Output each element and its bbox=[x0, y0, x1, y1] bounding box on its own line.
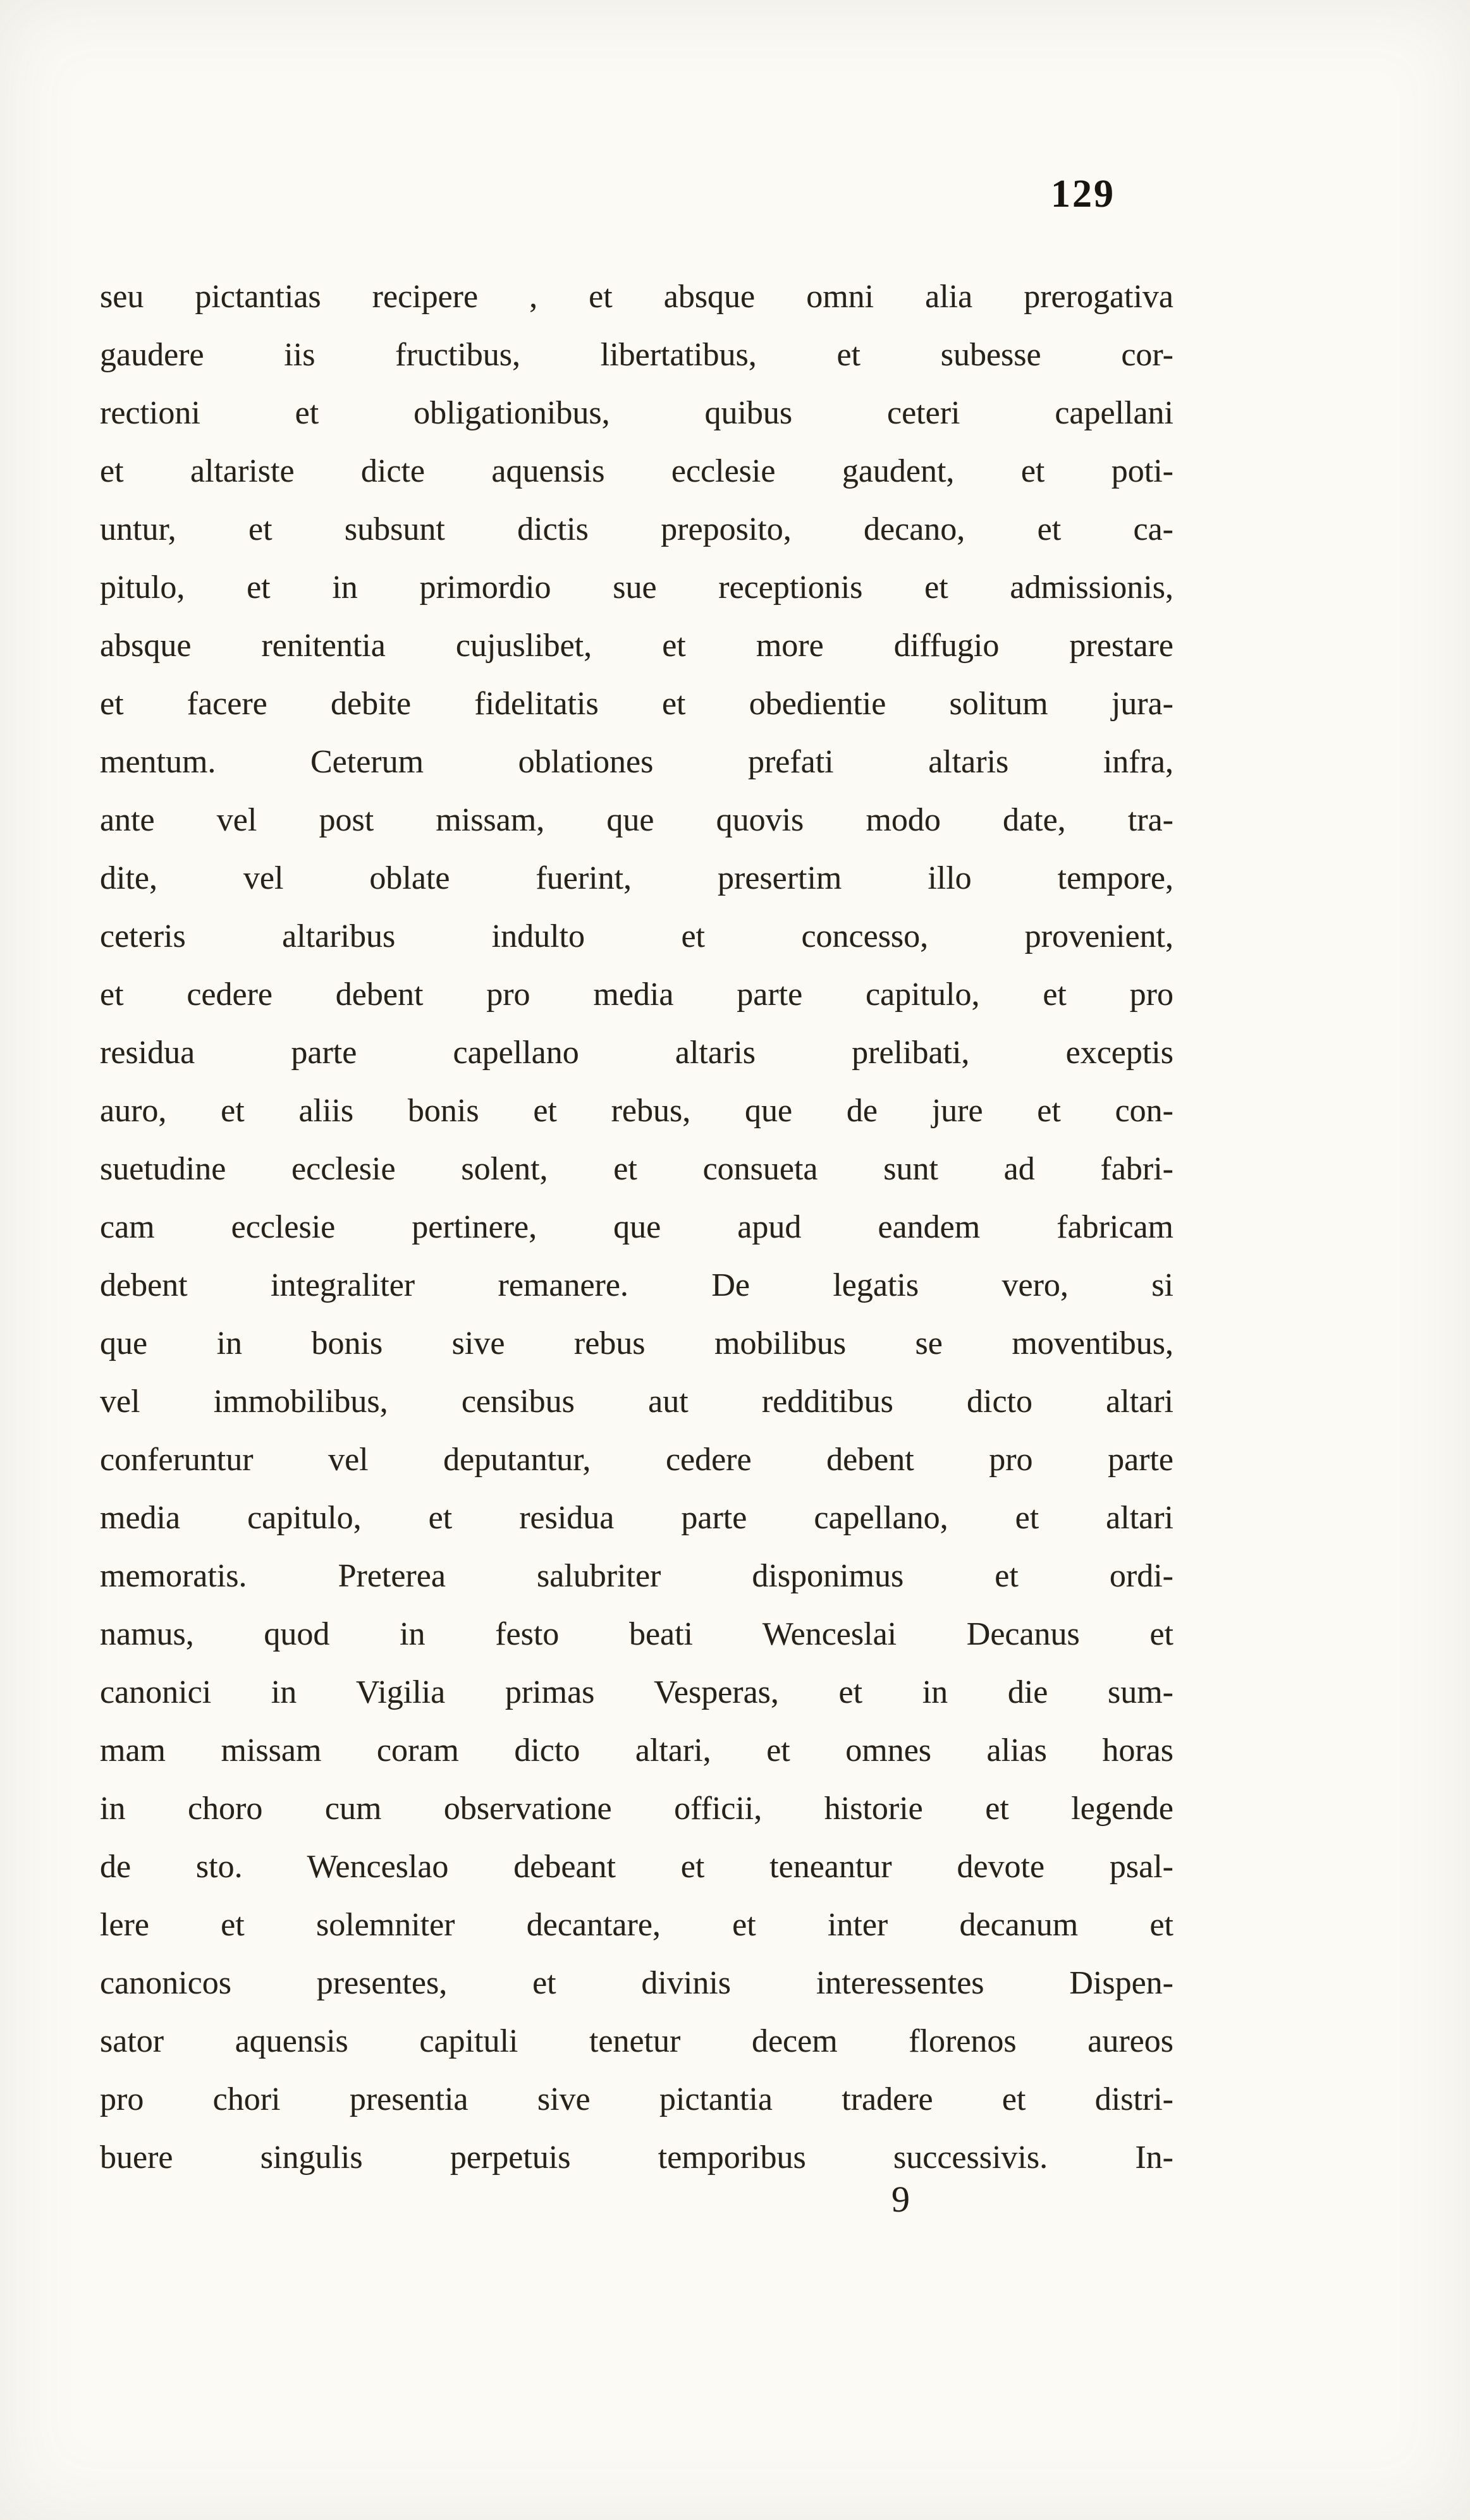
text-line: absque renitentia cujuslibet, et more diffugio prestare bbox=[100, 628, 1173, 664]
text-line: ceteris altaribus indulto et concesso, provenient, bbox=[100, 918, 1173, 954]
signature-mark: 9 bbox=[891, 2179, 910, 2220]
text-line: pitulo, et in primordio sue receptionis et admissionis, bbox=[100, 569, 1173, 606]
text-line: conferuntur vel deputantur, cedere debent pro parte bbox=[100, 1442, 1173, 1478]
text-line: gaudere iis fructibus, libertatibus, et subesse cor- bbox=[100, 337, 1173, 373]
text-line: in choro cum observatione officii, historie et legende bbox=[100, 1791, 1173, 1827]
text-line: mam missam coram dicto altari, et omnes alias horas bbox=[100, 1732, 1173, 1768]
text-line: namus, quod in festo beati Wenceslai Decanus et bbox=[100, 1616, 1173, 1652]
text-line: dite, vel oblate fuerint, presertim illo tempore, bbox=[100, 860, 1173, 896]
text-line: pro chori presentia sive pictantia tradere et distri- bbox=[100, 2081, 1173, 2117]
text-line: lere et solemniter decantare, et inter decanum et bbox=[100, 1907, 1173, 1943]
text-line: ante vel post missam, que quovis modo date, tra- bbox=[100, 802, 1173, 838]
text-line: debent integraliter remanere. De legatis vero, si bbox=[100, 1267, 1173, 1303]
text-line: auro, et aliis bonis et rebus, que de jure et con- bbox=[100, 1093, 1173, 1129]
text-line: vel immobilibus, censibus aut redditibus dicto altari bbox=[100, 1384, 1173, 1420]
text-line: memoratis. Preterea salubriter disponimus et ordi- bbox=[100, 1558, 1173, 1594]
text-line: que in bonis sive rebus mobilibus se moventibus, bbox=[100, 1325, 1173, 1361]
text-line: et cedere debent pro media parte capitulo, et pro bbox=[100, 977, 1173, 1013]
text-line: et altariste dicte aquensis ecclesie gaudent, et poti- bbox=[100, 453, 1173, 489]
page-number: 129 bbox=[1051, 173, 1115, 216]
text-line: buere singulis perpetuis temporibus successivis. In- bbox=[100, 2140, 1173, 2176]
text-line: de sto. Wenceslao debeant et teneantur devote psal- bbox=[100, 1849, 1173, 1885]
text-line: mentum. Ceterum oblationes prefati altaris infra, bbox=[100, 744, 1173, 780]
text-line: canonicos presentes, et divinis interessentes Dispen- bbox=[100, 1965, 1173, 2001]
text-line: cam ecclesie pertinere, que apud eandem fabricam bbox=[100, 1209, 1173, 1245]
text-line: canonici in Vigilia primas Vesperas, et in die sum- bbox=[100, 1674, 1173, 1710]
text-line: residua parte capellano altaris prelibati, exceptis bbox=[100, 1035, 1173, 1071]
text-line: media capitulo, et residua parte capellano, et altari bbox=[100, 1500, 1173, 1536]
text-line: suetudine ecclesie solent, et consueta sunt ad fabri- bbox=[100, 1151, 1173, 1187]
text-line: et facere debite fidelitatis et obedientie solitum jura- bbox=[100, 686, 1173, 722]
text-line: seu pictantias recipere , et absque omni alia prerogativa bbox=[100, 279, 1173, 315]
body-text bbox=[100, 268, 1173, 2187]
text-line: rectioni et obligationibus, quibus ceteri capellani bbox=[100, 395, 1173, 431]
text-line: sator aquensis capituli tenetur decem florenos aureos bbox=[100, 2023, 1173, 2059]
text-line: untur, et subsunt dictis preposito, decano, et ca- bbox=[100, 511, 1173, 547]
